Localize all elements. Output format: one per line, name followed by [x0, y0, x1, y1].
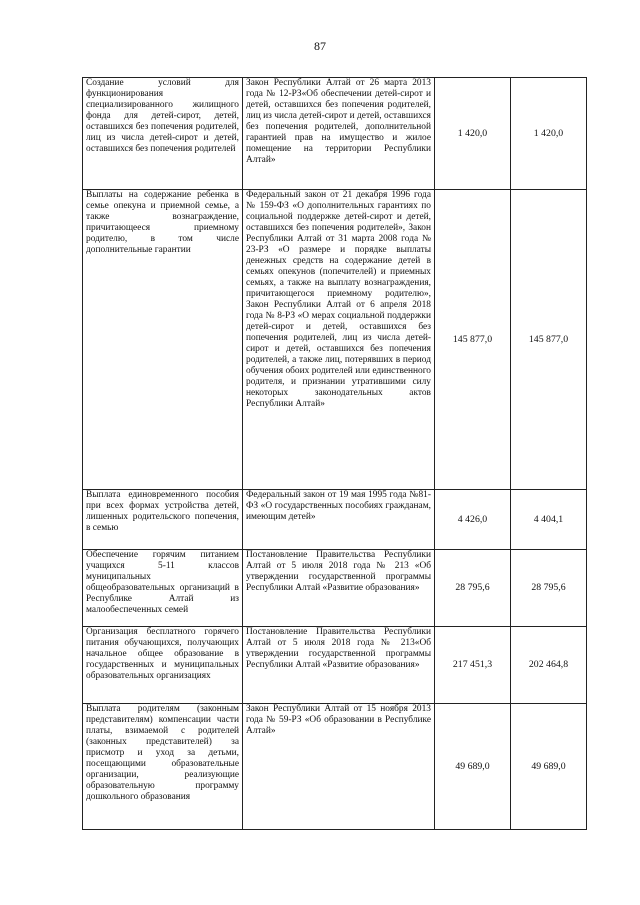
- expense-name-cell: Выплаты на содержание ребенка в семье опекуна и приемной семье, а также вознаграждение, причитающееся приемному родителю, в том числе дополнительные гарантии: [83, 190, 243, 490]
- legal-basis-cell: Федеральный закон от 21 декабря 1996 года № 159-ФЗ «О дополнительных гарантиях по социальной поддержке детей-сирот и детей, оставшихся без попечения родителей», Закон Республики Алтай от 31 марта 2008 года № 23-РЗ «О размере и порядке выплаты денежных средств на содержание детей в семьях опекунов (попечителей) и приемных семьях, а также на выплату вознаграждения, причитающегося приемному родителю», Закон Республики Алтай от 6 апреля 2018 года № 8-РЗ «О мерах социальной поддержки детей-сирот и детей, оставшихся без попечения родителей, лиц из числа детей-сирот и детей, оставшихся без попечения родителей, а также лиц, потерявших в период обучения обоих родителей или единственного родителя, и признании утратившими силу некоторых законодательных актов Республики Алтай»: [243, 190, 435, 490]
- expense-name-cell: Обеспечение горячим питанием учащихся 5-11 классов муниципальных общеобразовательных организаций в Республике Алтай из малообеспеченных семей: [83, 550, 243, 627]
- table-row: [83, 190, 587, 490]
- expense-name-cell: Организация бесплатного горячего питания обучающихся, получающих начальное общее образование в государственных и муниципальных образовательных организациях: [83, 627, 243, 704]
- expenditure-table: [82, 77, 587, 830]
- amount-cell: 4 426,0: [435, 490, 511, 550]
- amount-cell: 1 420,0: [435, 78, 511, 190]
- amount-cell: 49 689,0: [435, 704, 511, 830]
- amount-executed-cell: 4 404,1: [511, 490, 587, 550]
- legal-basis-cell: Постановление Правительства Республики Алтай от 5 июля 2018 года № 213 «Об утверждении государственной программы Республики Алтай «Развитие образования»: [243, 550, 435, 627]
- amount-executed-cell: 1 420,0: [511, 78, 587, 190]
- legal-basis-cell: Постановление Правительства Республики Алтай от 5 июля 2018 года № 213«Об утверждении государственной программы Республики Алтай «Развитие образования»: [243, 627, 435, 704]
- table-row: [83, 704, 587, 830]
- table-row: [83, 490, 587, 550]
- amount-executed-cell: 145 877,0: [511, 190, 587, 490]
- amount-cell: 145 877,0: [435, 190, 511, 490]
- amount-executed-cell: 49 689,0: [511, 704, 587, 830]
- amount-cell: 28 795,6: [435, 550, 511, 627]
- expense-name-cell: Выплата единовременного пособия при всех формах устройства детей, лишенных родительского попечения, в семью: [83, 490, 243, 550]
- table-row: [83, 550, 587, 627]
- expense-name-cell: Создание условий для функционирования специализированного жилищного фонда для детей-сирот, детей, оставшихся без попечения родителей, лиц из числа детей-сирот и детей, оставшихся без попечения родителей: [83, 78, 243, 190]
- page-number: 87: [314, 39, 326, 53]
- amount-cell: 217 451,3: [435, 627, 511, 704]
- amount-executed-cell: 28 795,6: [511, 550, 587, 627]
- expense-name-cell: Выплата родителям (законным представителям) компенсации части платы, взимаемой с родителей (законных представителей) за присмотр и уход за детьми, посещающими образовательные организации, реализующие образовательную программу дошкольного образования: [83, 704, 243, 830]
- legal-basis-cell: Закон Республики Алтай от 15 ноября 2013 года № 59-РЗ «Об образовании в Республике Алтай»: [243, 704, 435, 830]
- table-row: [83, 627, 587, 704]
- legal-basis-cell: Закон Республики Алтай от 26 марта 2013 года № 12-РЗ«Об обеспечении детей-сирот и детей, оставшихся без попечения родителей, лиц из числа детей-сирот и детей, оставшихся без попечения родителей, дополнительной гарантией прав на имущество и жилое помещение на территории Республики Алтай»: [243, 78, 435, 190]
- table-row: [83, 78, 587, 190]
- amount-executed-cell: 202 464,8: [511, 627, 587, 704]
- legal-basis-cell: Федеральный закон от 19 мая 1995 года №81-ФЗ «О государственных пособиях гражданам, имеющим детей»: [243, 490, 435, 550]
